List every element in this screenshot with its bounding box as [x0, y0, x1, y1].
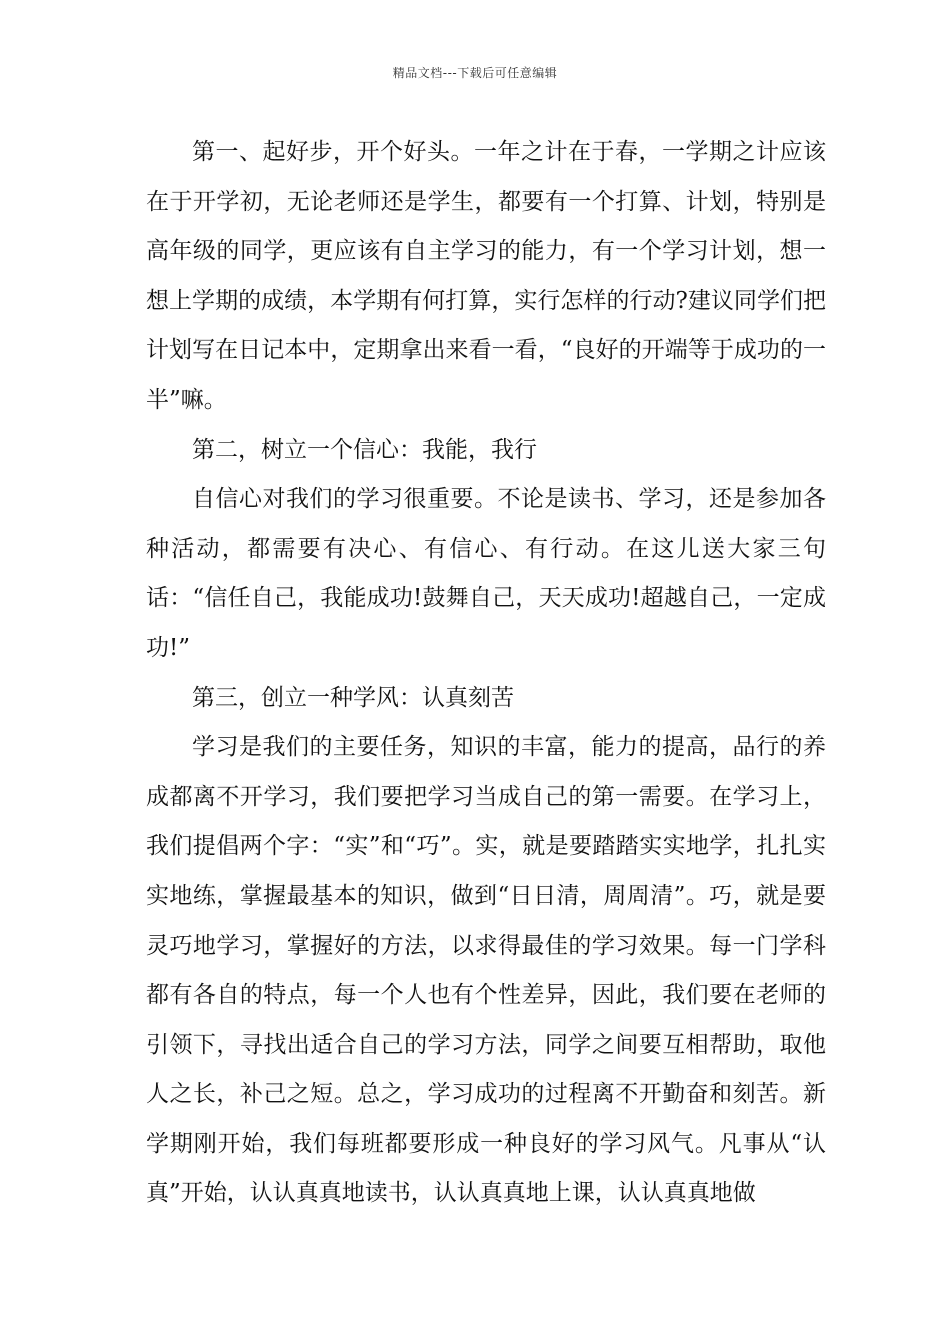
paragraph-study-style: 学习是我们的主要任务，知识的丰富，能力的提高，品行的养成都离不开学习，我们要把学习当成自己的第一需要。在学习上，我们提倡两个字：“实”和“巧”。实，就是要踏踏实实地学，扎扎实实地练，掌握最基本的知识，做到“日日清，周周清”。巧，就是要灵巧地学习，掌握好的方法，以求得最佳的学习效果。每一门学科都有各自的特点，每一个人也有个性差异，因此，我们要在老师的引领下，寻找出适合自己的学习方法，同学之间要互相帮助，取他人之长，补己之短。总之，学习成功的过程离不开勤奋和刻苦。新学期刚开始，我们每班都要形成一种良好的学习风气。凡事从“认真”开始，认认真真地读书，认认真真地上课，认认真真地做 [146, 734, 826, 1207]
document-body [146, 128, 826, 1219]
paragraph-start-well: 第一、起好步，开个好头。一年之计在于春，一学期之计应该在于开学初，无论老师还是学生，都要有一个打算、计划，特别是高年级的同学，更应该有自主学习的能力，有一个学习计划，想一想上学期的成绩，本学期有何打算，实行怎样的行动?建议同学们把计划写在日记本中，定期拿出来看一看，“良好的开端等于成功的一半”嘛。 [146, 139, 826, 413]
page-header: 精品文档---下载后可任意编辑 [392, 66, 558, 80]
paragraph-confidence: 自信心对我们的学习很重要。不论是读书、学习，还是参加各种活动，都需要有决心、有信心、有行动。在这儿送大家三句话：“信任自己，我能成功!鼓舞自己，天天成功!超越自己，一定成功!” [146, 486, 826, 661]
section-heading-study-style: 第三，创立一种学风：认真刻苦 [192, 684, 514, 711]
section-heading-confidence: 第二，树立一个信心：我能，我行 [192, 436, 537, 463]
